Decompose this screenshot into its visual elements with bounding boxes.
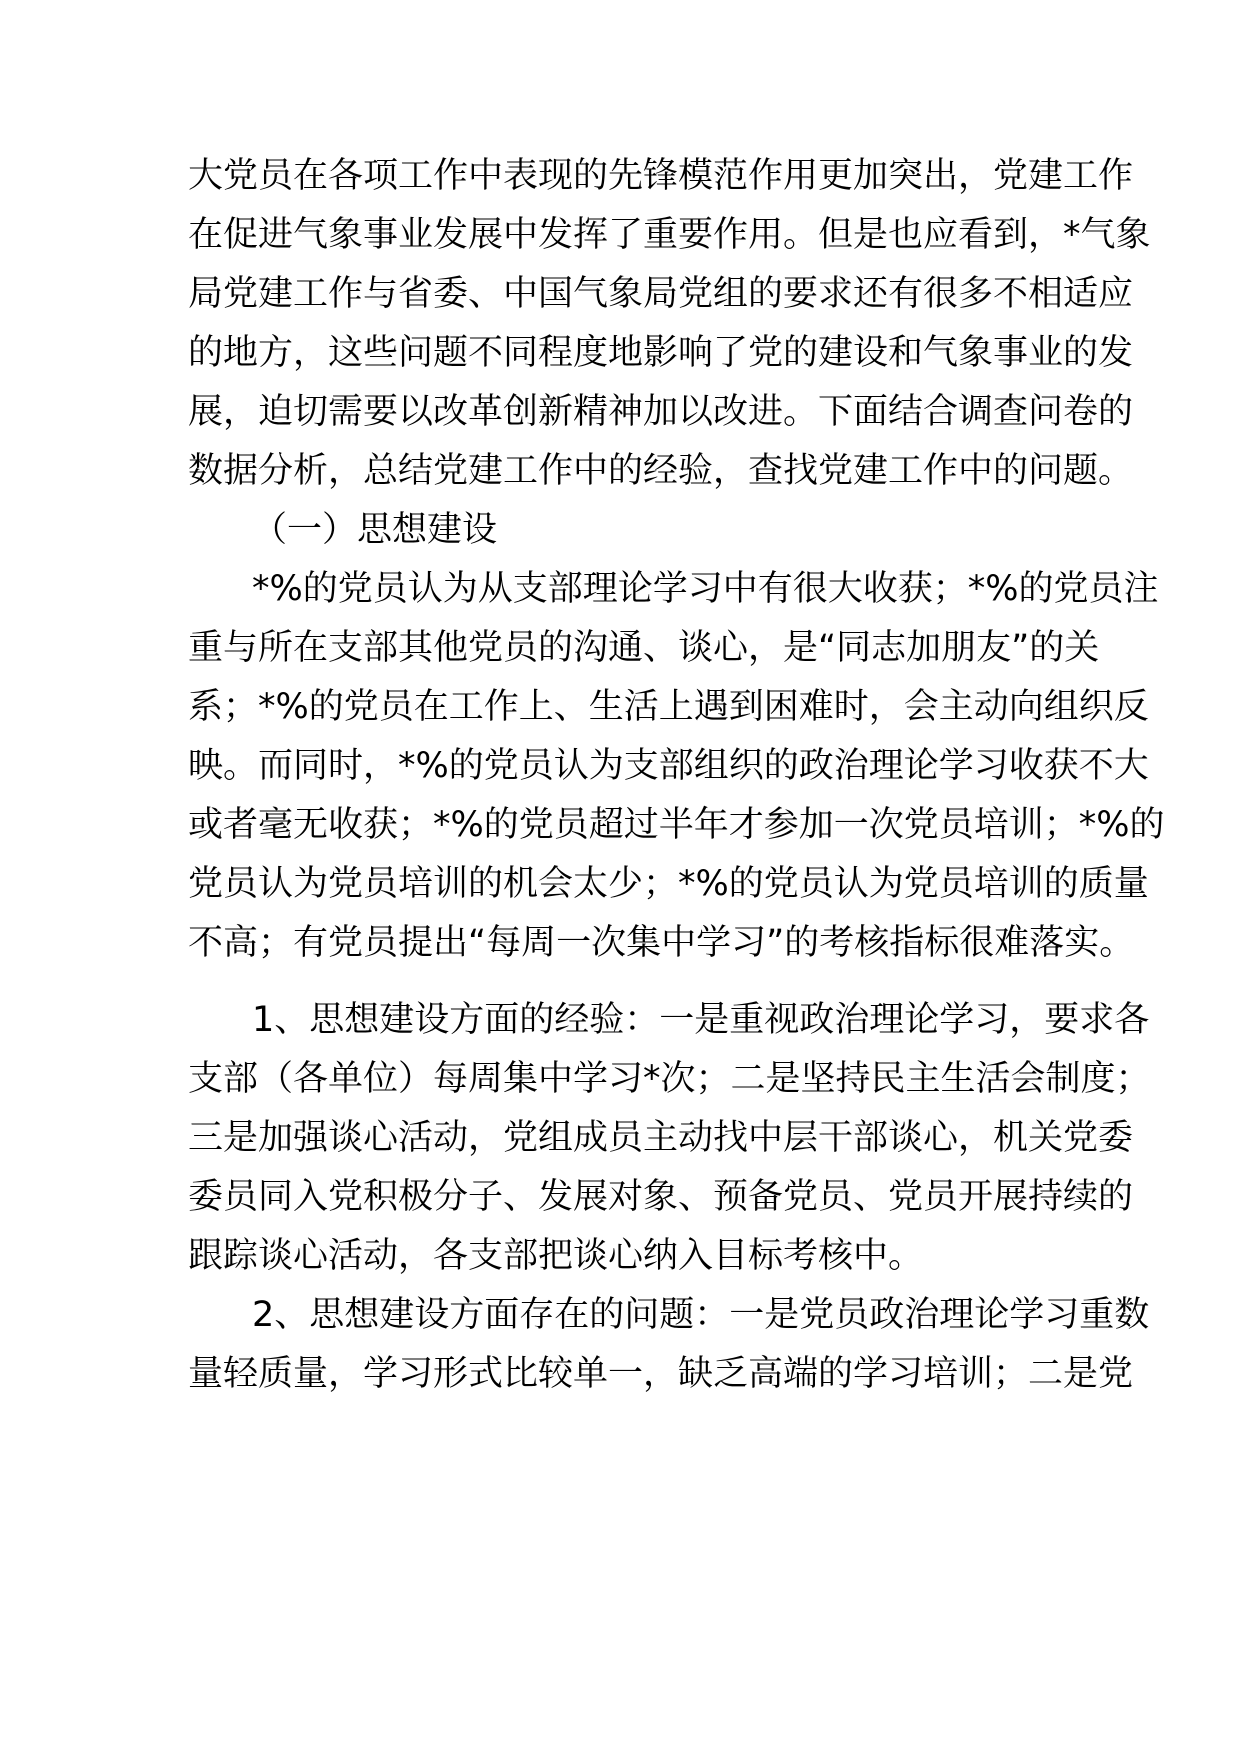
paragraph-line: 或者毫无收获；*%的党员超过半年才参加一次党员培训；*%的 <box>188 805 1165 845</box>
paragraph-line: 重与所在支部其他党员的沟通、谈心，是“同志加朋友”的关 <box>188 628 1100 668</box>
paragraph-line: 支部（各单位）每周集中学习*次；二是坚持民主生活会制度； <box>188 1059 1151 1099</box>
paragraph-line: 展，迫切需要以改革创新精神加以改进。下面结合调查问卷的 <box>188 392 1134 432</box>
paragraph-line: 量轻质量，学习形式比较单一，缺乏高端的学习培训；二是党 <box>188 1354 1134 1394</box>
paragraph-line: 三是加强谈心活动，党组成员主动找中层干部谈心，机关党委 <box>188 1118 1134 1158</box>
section-heading: （一）思想建设 <box>252 510 498 550</box>
paragraph-line: 2、思想建设方面存在的问题：一是党员政治理论学习重数 <box>252 1295 1150 1335</box>
paragraph-line: 数据分析，总结党建工作中的经验，查找党建工作中的问题。 <box>188 451 1134 491</box>
paragraph-line: 映。而同时，*%的党员认为支部组织的政治理论学习收获不大 <box>188 746 1149 786</box>
paragraph-line: 局党建工作与省委、中国气象局党组的要求还有很多不相适应 <box>188 274 1134 314</box>
paragraph-line: *%的党员认为从支部理论学习中有很大收获；*%的党员注 <box>252 569 1159 609</box>
paragraph-line: 的地方，这些问题不同程度地影响了党的建设和气象事业的发 <box>188 333 1134 373</box>
paragraph-line: 跟踪谈心活动，各支部把谈心纳入目标考核中。 <box>188 1236 924 1276</box>
paragraph-line: 大党员在各项工作中表现的先锋模范作用更加突出，党建工作 <box>188 156 1134 196</box>
paragraph-line: 党员认为党员培训的机会太少；*%的党员认为党员培训的质量 <box>188 864 1149 904</box>
paragraph-line: 在促进气象事业发展中发挥了重要作用。但是也应看到，*气象 <box>188 215 1151 255</box>
paragraph-line: 不高；有党员提出“每周一次集中学习”的考核指标很难落实。 <box>188 923 1135 963</box>
paragraph-line: 委员同入党积极分子、发展对象、预备党员、党员开展持续的 <box>188 1177 1134 1217</box>
paragraph-line: 1、思想建设方面的经验：一是重视政治理论学习，要求各 <box>252 1000 1150 1040</box>
paragraph-line: 系；*%的党员在工作上、生活上遇到困难时，会主动向组织反 <box>188 687 1149 727</box>
